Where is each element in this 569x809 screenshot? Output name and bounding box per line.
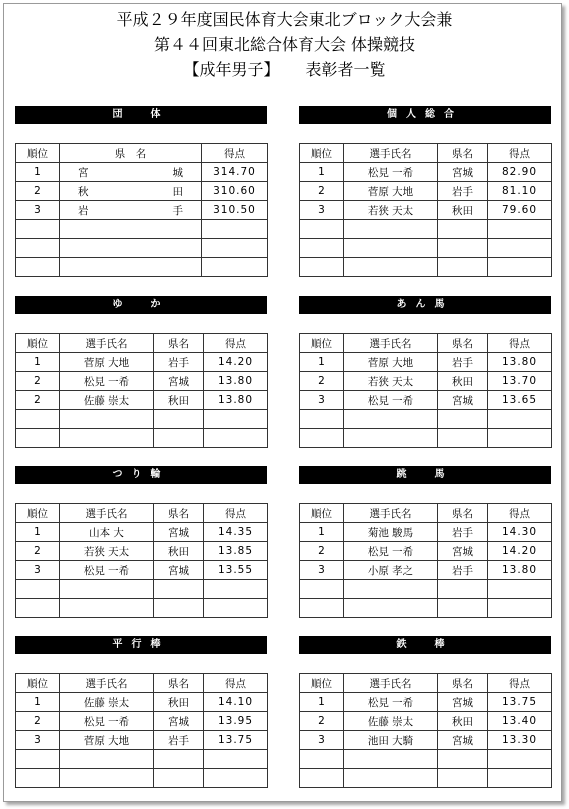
table-row bbox=[16, 391, 268, 410]
table-header-row bbox=[300, 504, 552, 523]
prefecture-cell bbox=[154, 410, 204, 429]
prefecture-cell: 岩手 bbox=[438, 561, 488, 580]
rank-cell: 2 bbox=[16, 712, 60, 731]
table-row bbox=[300, 693, 552, 712]
prefecture-header: 県名 bbox=[438, 504, 488, 523]
score-cell: 81.10 bbox=[488, 182, 552, 201]
score-cell: 13.75 bbox=[204, 731, 268, 750]
rank-cell: 3 bbox=[16, 731, 60, 750]
table-row bbox=[16, 410, 268, 429]
rank-cell: 2 bbox=[300, 182, 344, 201]
player-name-cell bbox=[60, 750, 154, 769]
prefecture-cell bbox=[438, 239, 488, 258]
rank-cell: 1 bbox=[16, 693, 60, 712]
prefecture-cell: 秋田 bbox=[154, 391, 204, 410]
prefecture-cell: 岩手 bbox=[154, 731, 204, 750]
prefecture-cell: 秋田 bbox=[438, 372, 488, 391]
score-cell bbox=[488, 239, 552, 258]
player-name-cell bbox=[344, 429, 438, 448]
score-cell: 13.70 bbox=[488, 372, 552, 391]
rank-cell: 1 bbox=[16, 523, 60, 542]
score-header: 得点 bbox=[488, 504, 552, 523]
score-header: 得点 bbox=[488, 674, 552, 693]
rank-cell bbox=[16, 220, 60, 239]
player-name-cell: 若狭 天太 bbox=[344, 201, 438, 220]
player-name-cell bbox=[60, 599, 154, 618]
score-cell bbox=[204, 599, 268, 618]
prefecture-cell: 秋田 bbox=[154, 693, 204, 712]
score-cell: 14.30 bbox=[488, 523, 552, 542]
player-name-header: 選手氏名 bbox=[344, 504, 438, 523]
player-name-cell: 松見 一希 bbox=[60, 372, 154, 391]
score-cell: 13.80 bbox=[204, 372, 268, 391]
prefecture-cell: 岩手 bbox=[438, 182, 488, 201]
table-row bbox=[300, 163, 552, 182]
table-header-row bbox=[16, 504, 268, 523]
category-label: 【成年男子】 bbox=[183, 60, 280, 79]
prefecture-cell bbox=[154, 429, 204, 448]
rank-cell bbox=[300, 429, 344, 448]
player-name-cell bbox=[344, 258, 438, 277]
rank-cell bbox=[300, 750, 344, 769]
score-cell bbox=[488, 580, 552, 599]
panel-title: 個人総合 bbox=[299, 106, 551, 124]
score-cell: 310.50 bbox=[202, 201, 268, 220]
rank-cell bbox=[300, 580, 344, 599]
score-cell: 14.20 bbox=[204, 353, 268, 372]
score-cell bbox=[202, 258, 268, 277]
prefecture-cell bbox=[438, 599, 488, 618]
rank-cell: 1 bbox=[300, 693, 344, 712]
rank-cell: 3 bbox=[16, 561, 60, 580]
score-cell: 13.55 bbox=[204, 561, 268, 580]
table-row bbox=[16, 712, 268, 731]
player-name-cell: 松見 一希 bbox=[344, 542, 438, 561]
prefecture-header: 県 名 bbox=[60, 144, 202, 163]
table-row bbox=[300, 731, 552, 750]
table-row bbox=[300, 580, 552, 599]
panel-title: 団 体 bbox=[15, 106, 267, 124]
panel-title: ゆ か bbox=[15, 296, 267, 314]
prefecture-cell bbox=[438, 410, 488, 429]
score-cell: 13.65 bbox=[488, 391, 552, 410]
score-header: 得点 bbox=[488, 334, 552, 353]
player-name-cell: 佐藤 崇太 bbox=[60, 391, 154, 410]
score-cell bbox=[204, 750, 268, 769]
table-row bbox=[300, 239, 552, 258]
table-row bbox=[300, 750, 552, 769]
player-name-cell: 菅原 大地 bbox=[344, 182, 438, 201]
player-name-cell: 小原 孝之 bbox=[344, 561, 438, 580]
table-row bbox=[300, 391, 552, 410]
player-name-cell bbox=[344, 580, 438, 599]
player-name-cell bbox=[344, 239, 438, 258]
table-row bbox=[16, 239, 268, 258]
table-row bbox=[300, 542, 552, 561]
table-row bbox=[300, 372, 552, 391]
rank-cell: 1 bbox=[300, 163, 344, 182]
prefecture-cell bbox=[154, 580, 204, 599]
score-cell: 13.80 bbox=[488, 353, 552, 372]
rank-header: 順位 bbox=[16, 504, 60, 523]
rank-cell: 2 bbox=[16, 182, 60, 201]
rank-cell: 2 bbox=[16, 372, 60, 391]
table-row bbox=[16, 201, 268, 220]
document-title-line3 bbox=[0, 60, 569, 80]
prefecture-cell bbox=[438, 580, 488, 599]
player-name-header: 選手氏名 bbox=[60, 504, 154, 523]
results-table bbox=[299, 333, 552, 448]
prefecture-cell: 宮城 bbox=[438, 693, 488, 712]
rank-cell bbox=[16, 580, 60, 599]
score-cell bbox=[488, 599, 552, 618]
player-name-cell bbox=[344, 410, 438, 429]
rank-header: 順位 bbox=[300, 334, 344, 353]
score-cell: 79.60 bbox=[488, 201, 552, 220]
score-cell bbox=[488, 220, 552, 239]
rank-cell bbox=[16, 769, 60, 788]
prefecture-cell bbox=[438, 220, 488, 239]
rank-cell bbox=[300, 599, 344, 618]
score-cell: 310.60 bbox=[202, 182, 268, 201]
player-name-cell: 池田 大騎 bbox=[344, 731, 438, 750]
rank-header: 順位 bbox=[300, 144, 344, 163]
table-row bbox=[16, 523, 268, 542]
table-row bbox=[300, 769, 552, 788]
rank-cell bbox=[300, 769, 344, 788]
score-cell: 13.80 bbox=[204, 391, 268, 410]
score-cell bbox=[488, 410, 552, 429]
table-row bbox=[300, 599, 552, 618]
rank-cell: 1 bbox=[300, 353, 344, 372]
rank-header: 順位 bbox=[16, 674, 60, 693]
prefecture-cell: 岩手 bbox=[438, 353, 488, 372]
prefecture-cell bbox=[60, 258, 202, 277]
player-name-cell bbox=[60, 410, 154, 429]
panel-horizontal-bar bbox=[299, 636, 551, 788]
score-header: 得点 bbox=[202, 144, 268, 163]
rank-cell bbox=[16, 239, 60, 258]
panel-rings bbox=[15, 466, 267, 618]
table-row bbox=[16, 731, 268, 750]
score-cell bbox=[204, 410, 268, 429]
panel-title: 平行棒 bbox=[15, 636, 267, 654]
rank-cell: 3 bbox=[300, 561, 344, 580]
table-row bbox=[16, 693, 268, 712]
table-row bbox=[16, 258, 268, 277]
score-header: 得点 bbox=[204, 674, 268, 693]
rank-header: 順位 bbox=[16, 144, 60, 163]
score-cell: 13.75 bbox=[488, 693, 552, 712]
table-row bbox=[16, 580, 268, 599]
table-header-row bbox=[300, 144, 552, 163]
rank-cell: 2 bbox=[300, 712, 344, 731]
table-row bbox=[300, 258, 552, 277]
score-cell: 14.20 bbox=[488, 542, 552, 561]
player-name-header: 選手氏名 bbox=[344, 674, 438, 693]
table-row bbox=[300, 182, 552, 201]
table-row bbox=[300, 429, 552, 448]
player-name-cell bbox=[344, 769, 438, 788]
score-header: 得点 bbox=[204, 504, 268, 523]
document-title-line1: 平成２９年度国民体育大会東北ブロック大会兼 bbox=[116, 10, 453, 29]
player-name-cell bbox=[344, 750, 438, 769]
table-row bbox=[16, 220, 268, 239]
results-table bbox=[15, 673, 268, 788]
prefecture-header: 県名 bbox=[154, 334, 204, 353]
table-header-row bbox=[16, 334, 268, 353]
table-row bbox=[300, 201, 552, 220]
table-row bbox=[300, 220, 552, 239]
rank-cell: 1 bbox=[16, 353, 60, 372]
rank-header: 順位 bbox=[300, 504, 344, 523]
prefecture-cell: 岩手 bbox=[60, 201, 202, 220]
score-cell bbox=[204, 580, 268, 599]
rank-cell bbox=[300, 220, 344, 239]
table-header-row bbox=[300, 674, 552, 693]
table-header-row bbox=[16, 674, 268, 693]
rank-cell: 3 bbox=[300, 201, 344, 220]
panel-parallel-bars bbox=[15, 636, 267, 788]
table-row bbox=[16, 542, 268, 561]
table-row bbox=[16, 750, 268, 769]
prefecture-cell bbox=[438, 429, 488, 448]
table-row bbox=[16, 599, 268, 618]
score-cell: 14.35 bbox=[204, 523, 268, 542]
rank-cell: 3 bbox=[16, 201, 60, 220]
player-name-cell: 菅原 大地 bbox=[60, 731, 154, 750]
player-name-cell: 菅原 大地 bbox=[344, 353, 438, 372]
prefecture-cell: 岩手 bbox=[154, 353, 204, 372]
prefecture-cell: 秋田 bbox=[60, 182, 202, 201]
score-cell bbox=[204, 429, 268, 448]
table-row bbox=[16, 163, 268, 182]
table-row bbox=[16, 429, 268, 448]
panel-title: 跳 馬 bbox=[299, 466, 551, 484]
prefecture-cell bbox=[154, 750, 204, 769]
prefecture-cell: 秋田 bbox=[154, 542, 204, 561]
score-cell bbox=[488, 429, 552, 448]
score-cell bbox=[488, 750, 552, 769]
table-header-row bbox=[300, 334, 552, 353]
score-cell bbox=[202, 220, 268, 239]
table-row bbox=[16, 182, 268, 201]
player-name-cell: 松見 一希 bbox=[60, 712, 154, 731]
score-cell: 13.40 bbox=[488, 712, 552, 731]
player-name-cell bbox=[60, 429, 154, 448]
player-name-cell: 松見 一希 bbox=[60, 561, 154, 580]
results-table bbox=[15, 143, 268, 277]
player-name-cell: 若狭 天太 bbox=[344, 372, 438, 391]
panel-team bbox=[15, 106, 267, 277]
player-name-cell bbox=[344, 220, 438, 239]
prefecture-cell bbox=[438, 258, 488, 277]
player-name-cell: 山本 大 bbox=[60, 523, 154, 542]
table-header-row bbox=[16, 144, 268, 163]
document-title-line2: 第４４回東北総合体育大会 体操競技 bbox=[153, 35, 416, 54]
rank-cell: 2 bbox=[300, 542, 344, 561]
rank-cell: 3 bbox=[300, 731, 344, 750]
rank-cell bbox=[16, 750, 60, 769]
rank-cell: 2 bbox=[300, 372, 344, 391]
player-name-cell bbox=[60, 769, 154, 788]
prefecture-cell bbox=[438, 750, 488, 769]
rank-cell: 1 bbox=[300, 523, 344, 542]
score-cell: 14.10 bbox=[204, 693, 268, 712]
rank-cell: 1 bbox=[16, 163, 60, 182]
player-name-header: 選手氏名 bbox=[344, 144, 438, 163]
panel-title: あん馬 bbox=[299, 296, 551, 314]
prefecture-header: 県名 bbox=[154, 674, 204, 693]
score-cell: 13.30 bbox=[488, 731, 552, 750]
panel-pommel-horse bbox=[299, 296, 551, 448]
prefecture-cell: 宮城 bbox=[438, 542, 488, 561]
player-name-header: 選手氏名 bbox=[60, 334, 154, 353]
prefecture-cell: 宮城 bbox=[438, 391, 488, 410]
table-row bbox=[300, 523, 552, 542]
prefecture-header: 県名 bbox=[438, 674, 488, 693]
rank-header: 順位 bbox=[16, 334, 60, 353]
prefecture-header: 県名 bbox=[154, 504, 204, 523]
player-name-header: 選手氏名 bbox=[60, 674, 154, 693]
panel-allround bbox=[299, 106, 551, 277]
results-table bbox=[299, 143, 552, 277]
player-name-cell: 佐藤 崇太 bbox=[344, 712, 438, 731]
rank-cell bbox=[16, 599, 60, 618]
score-cell bbox=[202, 239, 268, 258]
table-row bbox=[16, 353, 268, 372]
prefecture-cell: 宮城 bbox=[438, 731, 488, 750]
prefecture-cell: 宮城 bbox=[154, 523, 204, 542]
table-row bbox=[16, 769, 268, 788]
rank-cell bbox=[16, 429, 60, 448]
rank-cell bbox=[300, 239, 344, 258]
results-table bbox=[15, 333, 268, 448]
player-name-cell bbox=[60, 580, 154, 599]
prefecture-cell: 宮城 bbox=[438, 163, 488, 182]
player-name-header: 選手氏名 bbox=[344, 334, 438, 353]
prefecture-cell bbox=[154, 769, 204, 788]
score-cell bbox=[488, 258, 552, 277]
player-name-cell: 若狭 天太 bbox=[60, 542, 154, 561]
prefecture-cell: 岩手 bbox=[438, 523, 488, 542]
rank-cell bbox=[16, 410, 60, 429]
panel-floor bbox=[15, 296, 267, 448]
prefecture-header: 県名 bbox=[438, 334, 488, 353]
table-row bbox=[16, 372, 268, 391]
table-row bbox=[300, 561, 552, 580]
player-name-cell: 松見 一希 bbox=[344, 693, 438, 712]
rank-cell bbox=[16, 258, 60, 277]
panel-title: 鉄 棒 bbox=[299, 636, 551, 654]
results-table bbox=[299, 503, 552, 618]
prefecture-cell: 宮城 bbox=[154, 712, 204, 731]
prefecture-cell bbox=[60, 220, 202, 239]
rank-cell: 2 bbox=[16, 391, 60, 410]
rank-cell: 2 bbox=[16, 542, 60, 561]
prefecture-header: 県名 bbox=[438, 144, 488, 163]
results-table bbox=[299, 673, 552, 788]
prefecture-cell: 秋田 bbox=[438, 201, 488, 220]
player-name-cell: 佐藤 崇太 bbox=[60, 693, 154, 712]
prefecture-cell: 宮城 bbox=[60, 163, 202, 182]
prefecture-cell bbox=[60, 239, 202, 258]
score-cell bbox=[488, 769, 552, 788]
score-cell: 82.90 bbox=[488, 163, 552, 182]
list-label: 表彰者一覧 bbox=[305, 60, 386, 79]
score-header: 得点 bbox=[204, 334, 268, 353]
table-row bbox=[300, 353, 552, 372]
score-cell: 13.95 bbox=[204, 712, 268, 731]
player-name-cell: 菊池 駿馬 bbox=[344, 523, 438, 542]
rank-cell bbox=[300, 410, 344, 429]
table-row bbox=[300, 410, 552, 429]
score-cell: 13.80 bbox=[488, 561, 552, 580]
rank-cell bbox=[300, 258, 344, 277]
player-name-cell bbox=[344, 599, 438, 618]
score-cell: 314.70 bbox=[202, 163, 268, 182]
panel-title: つり輪 bbox=[15, 466, 267, 484]
panel-vault bbox=[299, 466, 551, 618]
prefecture-cell: 宮城 bbox=[154, 372, 204, 391]
player-name-cell: 松見 一希 bbox=[344, 391, 438, 410]
score-cell bbox=[204, 769, 268, 788]
player-name-cell: 菅原 大地 bbox=[60, 353, 154, 372]
rank-header: 順位 bbox=[300, 674, 344, 693]
table-row bbox=[16, 561, 268, 580]
player-name-cell: 松見 一希 bbox=[344, 163, 438, 182]
score-header: 得点 bbox=[488, 144, 552, 163]
prefecture-cell: 宮城 bbox=[154, 561, 204, 580]
rank-cell: 3 bbox=[300, 391, 344, 410]
results-table bbox=[15, 503, 268, 618]
table-row bbox=[300, 712, 552, 731]
prefecture-cell: 秋田 bbox=[438, 712, 488, 731]
prefecture-cell bbox=[438, 769, 488, 788]
score-cell: 13.85 bbox=[204, 542, 268, 561]
prefecture-cell bbox=[154, 599, 204, 618]
